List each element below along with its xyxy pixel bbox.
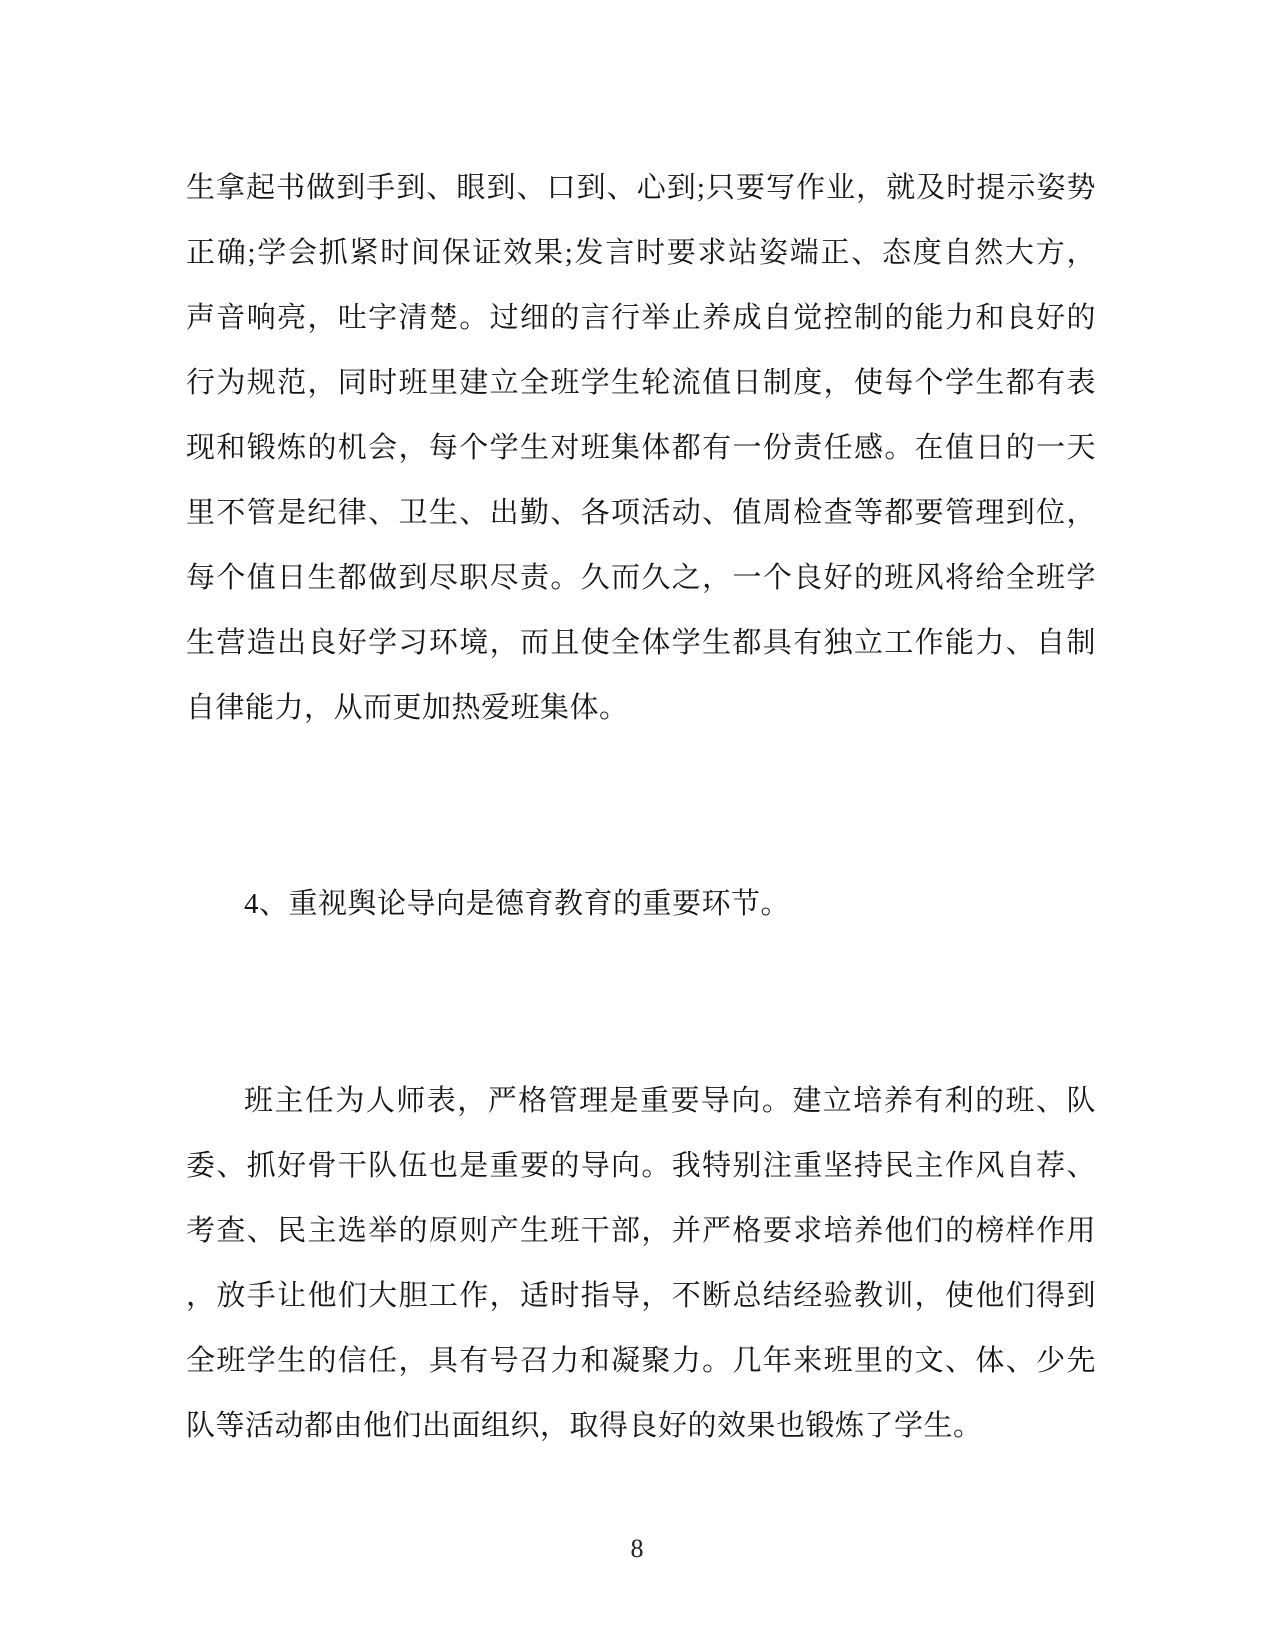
section-heading: 4、重视舆论导向是德育教育的重要环节。 bbox=[244, 888, 791, 920]
text-line: 委、抓好骨干队伍也是重要的导向。我特别注重坚持民主作风自荐、 bbox=[186, 1150, 1096, 1182]
text-line: 生营造出良好学习环境，而且使全体学生都具有独立工作能力、自制 bbox=[186, 627, 1096, 659]
text-line: 队等活动都由他们出面组织，取得良好的效果也锻炼了学生。 bbox=[186, 1410, 983, 1442]
text-line: 班主任为人师表，严格管理是重要导向。建立培养有利的班、队 bbox=[244, 1085, 1096, 1117]
text-line: 全班学生的信任，具有号召力和凝聚力。几年来班里的文、体、少先 bbox=[186, 1345, 1096, 1377]
section-heading-block bbox=[186, 872, 1096, 937]
text-line: 现和锻炼的机会，每个学生对班集体都有一份责任感。在值日的一天 bbox=[186, 432, 1096, 464]
text-line: 声音响亮，吐字清楚。过细的言行举止养成自觉控制的能力和良好的 bbox=[186, 302, 1096, 334]
text-line: 每个值日生都做到尽职尽责。久而久之，一个良好的班风将给全班学 bbox=[186, 562, 1096, 594]
text-line: 里不管是纪律、卫生、出勤、各项活动、值周检查等都要管理到位， bbox=[186, 497, 1096, 529]
page-number: 8 bbox=[630, 1534, 644, 1563]
text-line: 行为规范，同时班里建立全班学生轮流值日制度，使每个学生都有表 bbox=[186, 367, 1096, 399]
document-body bbox=[186, 156, 1096, 1459]
text-line: 正确;学会抓紧时间保证效果;发言时要求站姿端正、态度自然大方， bbox=[186, 237, 1096, 269]
text-line: 考查、民主选举的原则产生班干部，并严格要求培养他们的榜样作用 bbox=[186, 1215, 1096, 1247]
paragraph-body bbox=[186, 1069, 1096, 1459]
text-line: ，放手让他们大胆工作，适时指导，不断总结经验教训，使他们得到 bbox=[186, 1280, 1096, 1312]
text-line: 生拿起书做到手到、眼到、口到、心到;只要写作业，就及时提示姿势 bbox=[186, 172, 1096, 204]
text-line: 自律能力，从而更加热爱班集体。 bbox=[186, 692, 629, 724]
paragraph-continuation bbox=[186, 156, 1096, 741]
